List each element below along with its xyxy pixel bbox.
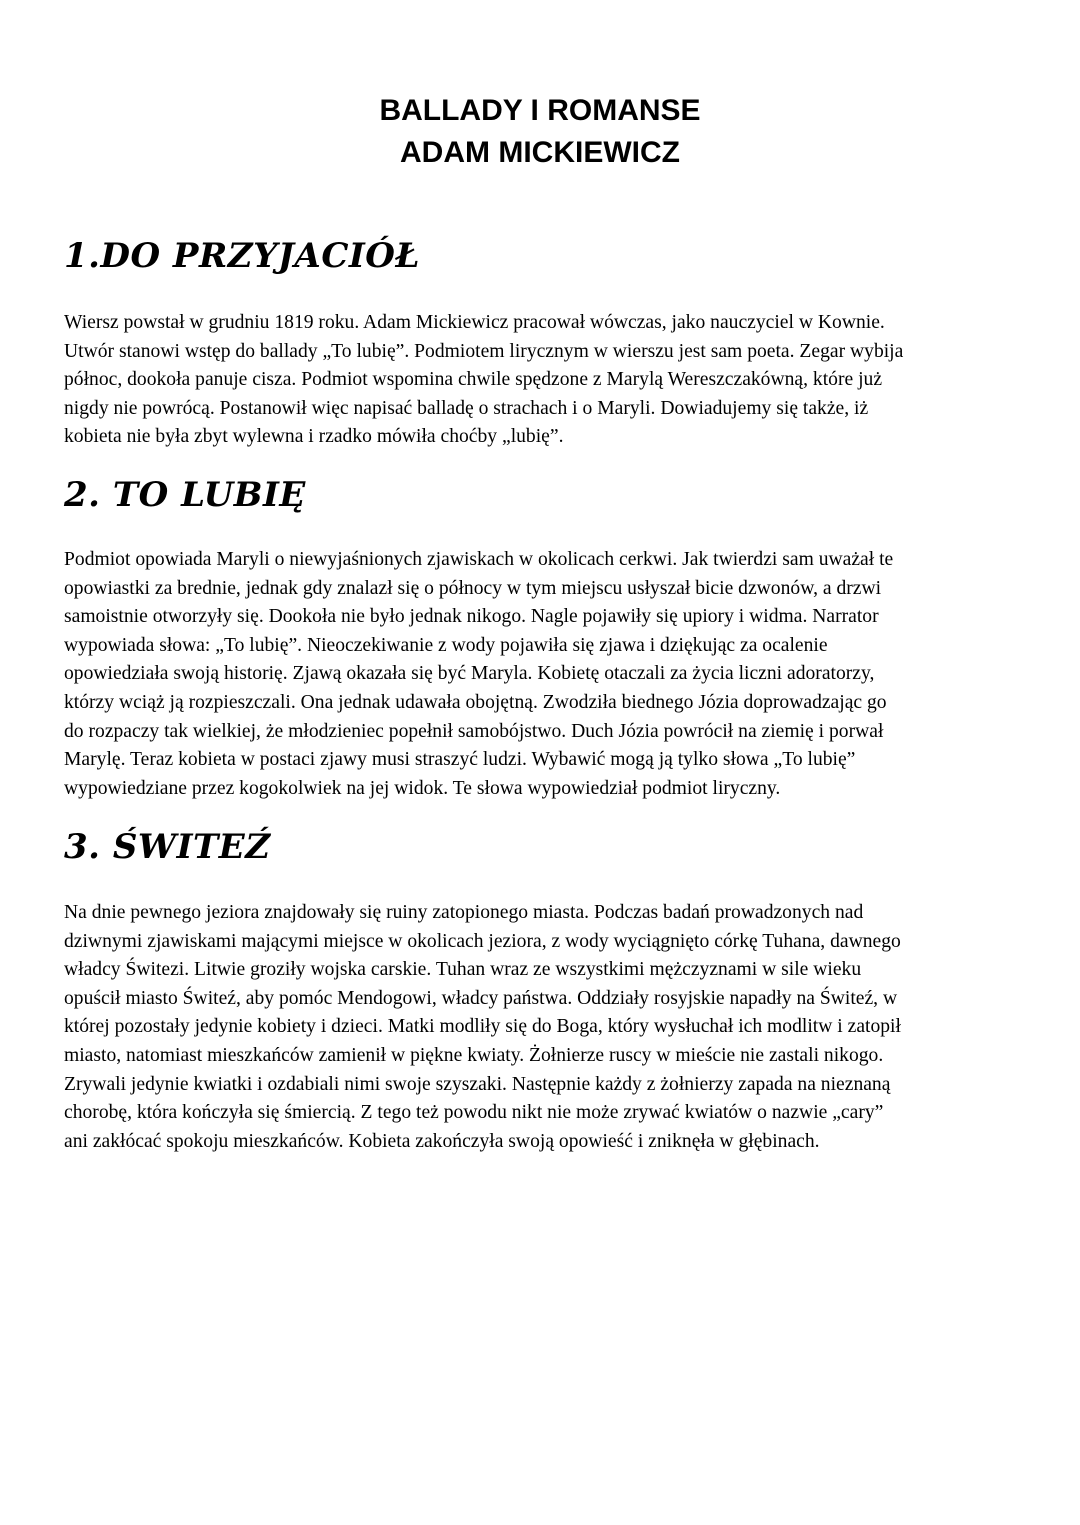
document-title bbox=[0, 90, 1080, 174]
section-heading-switez: 3. ŚWITEŹ bbox=[64, 827, 271, 867]
section-body-switez: Na dnie pewnego jeziora znajdowały się ruiny zatopionego miasta. Podczas badań prowadzonych nad dziwnymi zjawiskami mającymi miejsce w okolicach jeziora, z wody wyciągnięto córkę Tuhana, dawnego władcy Świtezi. Litwie groziły wojska carskie. Tuhan wraz ze wszystkimi mężczyznami w sile wieku opuścił miasto Świteź, aby pomóc Mendogowi, władcy państwa. Oddziały rosyjskie napadły na Świteź, w której pozostały jedynie kobiety i dzieci. Matki modliły się do Boga, który wysłuchał ich modlitw i zatopił miasto, natomiast mieszkańców zamienił w piękne kwiaty. Żołnierze ruscy w mieście nie zastali nikogo. Zrywali jedynie kwiatki i ozdabiali nimi swoje szyszaki. Następnie każdy z żołnierzy zapada na nieznaną chorobę, która kończyła się śmiercią. Z tego też powodu nikt nie może zrywać kwiatów o nazwie „cary” ani zakłócać spokoju mieszkańców. Kobieta zakończyła swoją opowieść i zniknęła w głębinach. bbox=[64, 902, 901, 1152]
document-title-line-1: BALLADY I ROMANSE bbox=[379, 94, 701, 127]
document-title-line-2: ADAM MICKIEWICZ bbox=[400, 136, 680, 169]
section-heading-do-przyjaciol: 1.DO PRZYJACIÓŁ bbox=[64, 236, 421, 276]
section-body-do-przyjaciol: Wiersz powstał w grudniu 1819 roku. Adam Mickiewicz pracował wówczas, jako nauczyciel w Kownie. Utwór stanowi wstęp do ballady „To lubię”. Podmiotem lirycznym w wierszu jest sam poeta. Zegar wybija północ, dookoła panuje cisza. Podmiot wspomina chwile spędzone z Marylą Wereszczakówną, które już nigdy nie powrócą. Postanowił więc napisać balladę o strachach i o Maryli. Dowiadujemy się także, iż kobieta nie była zbyt wylewna i rzadko mówiła choćby „lubię”. bbox=[64, 312, 904, 448]
section-body-to-lubie: Podmiot opowiada Maryli o niewyjaśnionych zjawiskach w okolicach cerkwi. Jak twierdzi sam uważał te opowiastki za brednie, jednak gdy znalazł się o północy w tym miejscu usłyszał bicie dzwonów, a drzwi samoistnie otworzyły się. Dookoła nie było jednak nikogo. Nagle pojawiły się upiory i widma. Narrator wypowiada słowa: „To lubię”. Nieoczekiwanie z wody pojawiła się zjawa i dziękując za ocalenie opowiedziała swoją historię. Zjawą okazała się być Maryla. Kobietę otaczali za życia liczni adoratorzy, którzy wciąż ją rozpieszczali. Ona jednak udawała obojętną. Zwodziła biednego Józia doprowadzając go do rozpaczy tak wielkiej, że młodzieniec popełnił samobójstwo. Duch Józia powrócił na ziemię i porwał Marylę. Teraz kobieta w postaci zjawy musi straszyć ludzi. Wybawić mogą ją tylko słowa „To lubię” wypowiedziane przez kogokolwiek na jej widok. Te słowa wypowiedział podmiot liryczny. bbox=[64, 549, 894, 799]
section-heading-to-lubie: 2. TO LUBIĘ bbox=[64, 475, 306, 515]
